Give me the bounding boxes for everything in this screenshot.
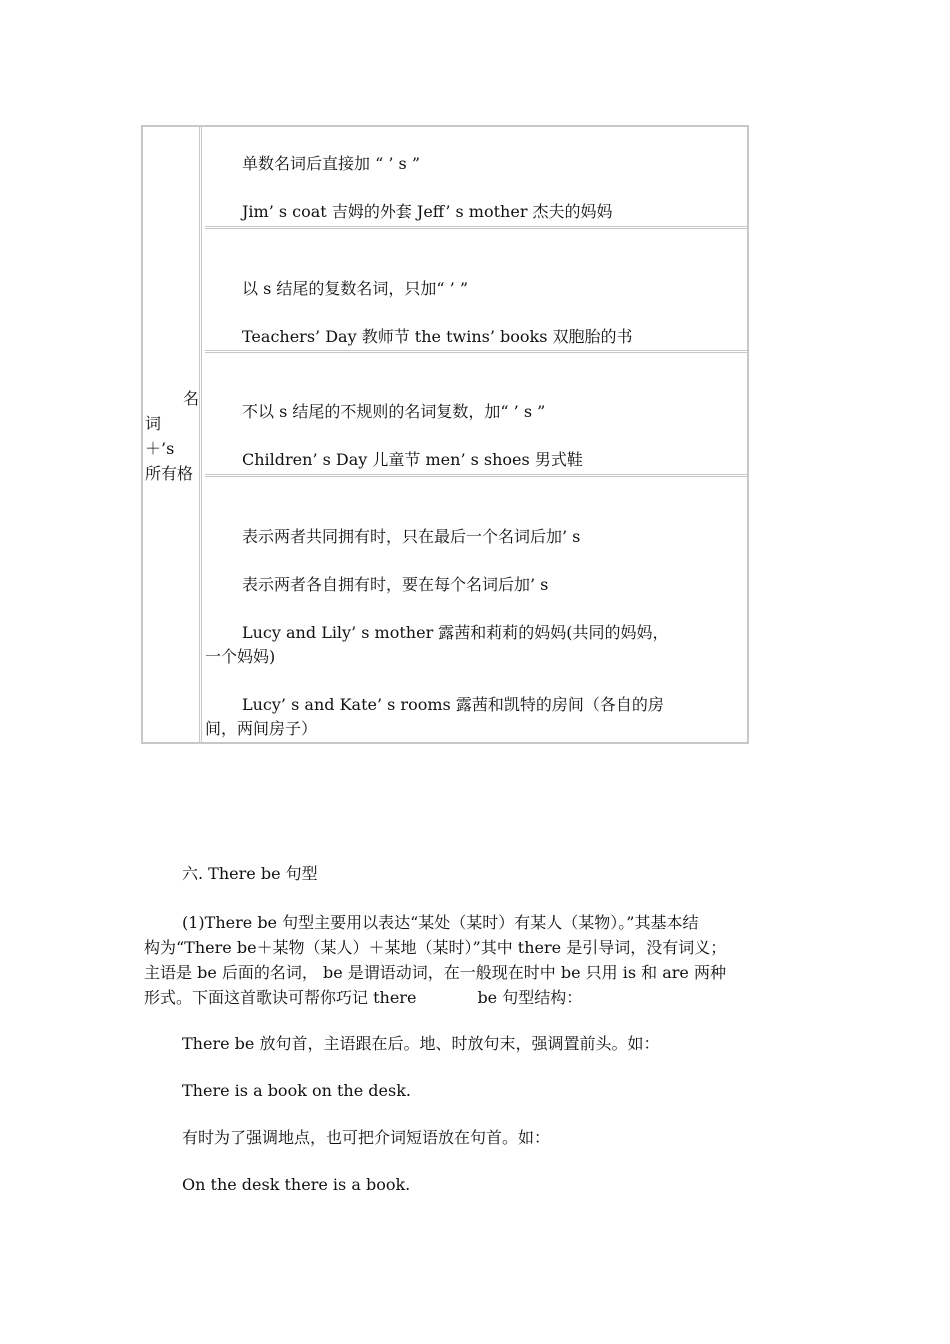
label-line: 词 (145, 414, 162, 433)
mnemonic-text: There be 放句首，主语跟在后。地、时放句末，强调置前头。如： (182, 1034, 660, 1053)
rule-text: 表示两者共同拥有时，只在最后一个名词后加’ s (242, 527, 581, 546)
example-text: Children’ s Day 儿童节 men’ s shoes 男式鞋 (242, 450, 583, 469)
paragraph-line: 主语是 be 后面的名词， be 是谓语动词，在一般现在时中 be 只用 is 和 are 两种 (144, 963, 726, 982)
rules-column (205, 127, 747, 742)
table-row (205, 229, 747, 353)
example-text: 一个妈妈) (205, 647, 276, 666)
table-row (205, 127, 747, 229)
table-row (205, 477, 747, 742)
example-sentence: There is a book on the desk. (182, 1081, 411, 1100)
table-row (205, 353, 747, 477)
example-text: Jim’ s coat 吉姆的外套 Jeff’ s mother 杰夫的妈妈 (242, 202, 613, 221)
rule-text: 不以 s 结尾的不规则的名词复数，加“ ’ s ” (242, 402, 546, 421)
label-line: 名 (183, 389, 200, 408)
possessive-label-cell (143, 127, 202, 742)
grammar-table (141, 125, 749, 744)
paragraph-line: (1)There be 句型主要用以表达“某处（某时）有某人（某物）。”其基本结 (182, 913, 699, 932)
example-text: Lucy’ s and Kate’ s rooms 露茜和凯特的房间（各自的房 (242, 695, 664, 714)
intro-paragraph (144, 910, 809, 1010)
example-text: Teachers’ Day 教师节 the twins’ books 双胞胎的书 (242, 327, 633, 346)
label-line: 所有格 (145, 464, 194, 483)
example-text: Lucy and Lily’ s mother 露茜和莉莉的妈妈(共同的妈妈， (242, 623, 669, 642)
example-sentence: On the desk there is a book. (182, 1175, 411, 1194)
label-line: ＋’s (145, 439, 175, 458)
paragraph-line: 构为“There be＋某物（某人）＋某地（某时）”其中 there 是引导词，没有词义； (144, 938, 727, 957)
section-heading: 六. There be 句型 (182, 864, 318, 883)
rule-text: 单数名词后直接加 “ ’ s ” (242, 154, 421, 173)
example-text: 间，两间房子） (205, 719, 318, 738)
note-text: 有时为了强调地点，也可把介词短语放在句首。如： (182, 1128, 551, 1147)
rule-text: 以 s 结尾的复数名词，只加“ ’ ” (242, 279, 469, 298)
rule-text: 表示两者各自拥有时，要在每个名词后加’ s (242, 575, 549, 594)
paragraph-line: 形式。下面这首歌诀可帮你巧记 there be 句型结构： (144, 988, 583, 1007)
